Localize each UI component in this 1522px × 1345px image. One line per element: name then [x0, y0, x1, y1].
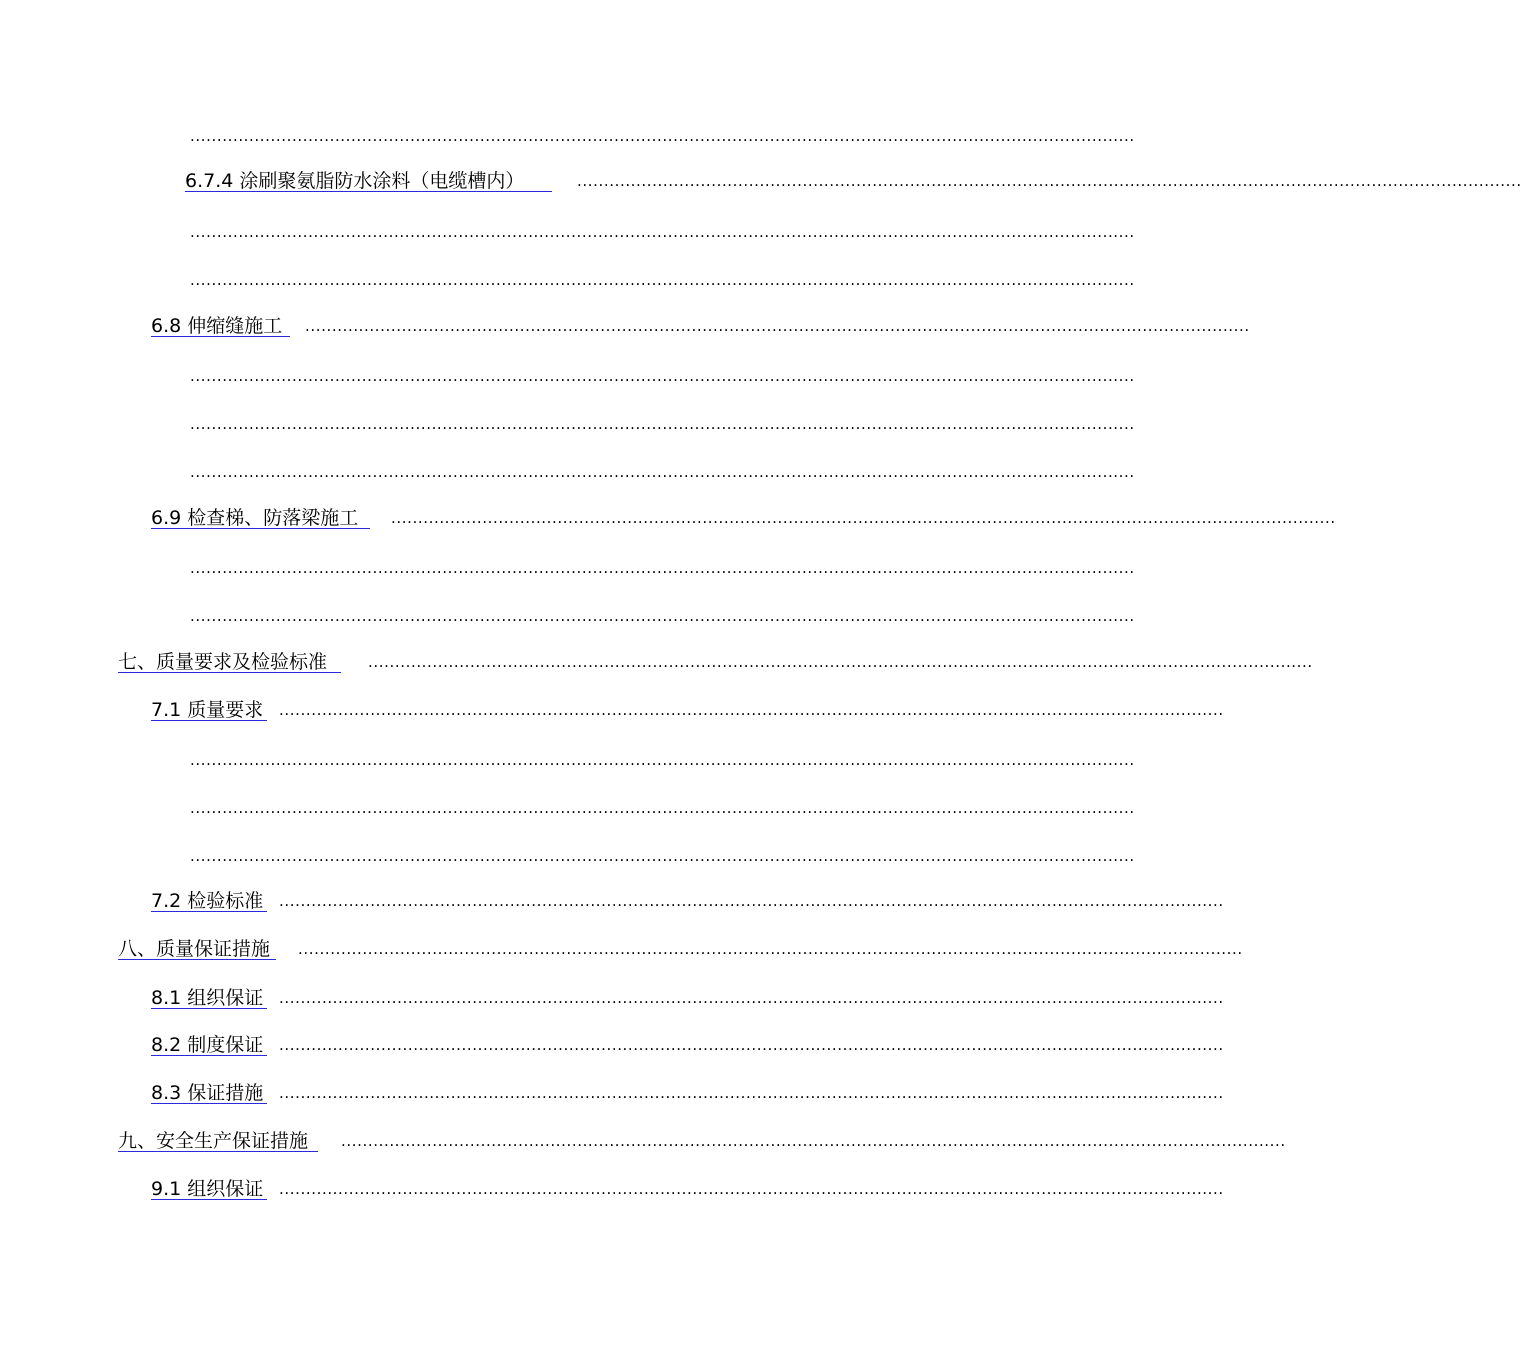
toc-link-7-2[interactable]: 7.2 检验标准	[151, 887, 267, 915]
toc-leader: ................................................................................................................................................................................	[577, 172, 1522, 190]
toc-link-8-1[interactable]: 8.1 组织保证	[151, 984, 267, 1012]
toc-link-7-1[interactable]: 7.1 质量要求	[151, 696, 267, 724]
toc-leader-line: ................................................................................................................................................................................	[190, 415, 1135, 433]
toc-leader: ................................................................................................................................................................................	[279, 701, 1224, 719]
toc-entry-7-1[interactable]	[151, 696, 1224, 724]
toc-entry-9[interactable]	[118, 1127, 1286, 1155]
toc-link-6-9[interactable]: 6.9 检查梯、防落梁施工	[151, 504, 370, 532]
toc-entry-9-1[interactable]	[151, 1175, 1224, 1203]
toc-leader-line: ................................................................................................................................................................................	[190, 367, 1135, 385]
toc-entry-6-7-4[interactable]	[185, 167, 1522, 195]
toc-leader-line: ................................................................................................................................................................................	[190, 799, 1135, 817]
toc-leader: ................................................................................................................................................................................	[279, 989, 1224, 1007]
toc-link-7[interactable]: 七、质量要求及检验标准	[118, 648, 341, 676]
toc-link-8-3[interactable]: 8.3 保证措施	[151, 1079, 267, 1107]
toc-leader-line: ................................................................................................................................................................................	[190, 223, 1135, 241]
toc-leader: ................................................................................................................................................................................	[279, 892, 1224, 910]
toc-link-6-8[interactable]: 6.8 伸缩缝施工	[151, 312, 290, 340]
toc-leader-line: ................................................................................................................................................................................	[190, 607, 1135, 625]
toc-leader-line: ................................................................................................................................................................................	[190, 127, 1135, 145]
toc-leader: ................................................................................................................................................................................	[279, 1084, 1224, 1102]
toc-leader-line: ................................................................................................................................................................................	[190, 463, 1135, 481]
toc-leader-line: ................................................................................................................................................................................	[190, 559, 1135, 577]
toc-link-8-2[interactable]: 8.2 制度保证	[151, 1031, 267, 1059]
toc-entry-8-3[interactable]	[151, 1079, 1224, 1107]
toc-link-9-1[interactable]: 9.1 组织保证	[151, 1175, 267, 1203]
toc-entry-7-2[interactable]	[151, 887, 1224, 915]
toc-leader: ................................................................................................................................................................................	[279, 1180, 1224, 1198]
toc-leader: ................................................................................................................................................................................	[298, 940, 1243, 958]
toc-link-9[interactable]: 九、安全生产保证措施	[118, 1127, 318, 1155]
toc-entry-6-8[interactable]	[151, 312, 1250, 340]
toc-entry-6-9[interactable]	[151, 504, 1336, 532]
toc-leader: ................................................................................................................................................................................	[279, 1036, 1224, 1054]
toc-leader-line: ................................................................................................................................................................................	[190, 847, 1135, 865]
toc-leader: ................................................................................................................................................................................	[305, 317, 1250, 335]
toc-leader-line: ................................................................................................................................................................................	[190, 751, 1135, 769]
toc-link-6-7-4[interactable]: 6.7.4 涂刷聚氨脂防水涂料（电缆槽内）	[185, 167, 552, 195]
toc-entry-8[interactable]	[118, 935, 1243, 963]
toc-leader: ................................................................................................................................................................................	[368, 653, 1313, 671]
toc-link-8[interactable]: 八、质量保证措施	[118, 935, 276, 963]
toc-leader: ................................................................................................................................................................................	[391, 509, 1336, 527]
toc-entry-8-1[interactable]	[151, 984, 1224, 1012]
toc-leader-line: ................................................................................................................................................................................	[190, 271, 1135, 289]
toc-leader: ................................................................................................................................................................................	[341, 1132, 1286, 1150]
toc-entry-7[interactable]	[118, 648, 1313, 676]
toc-entry-8-2[interactable]	[151, 1031, 1224, 1059]
